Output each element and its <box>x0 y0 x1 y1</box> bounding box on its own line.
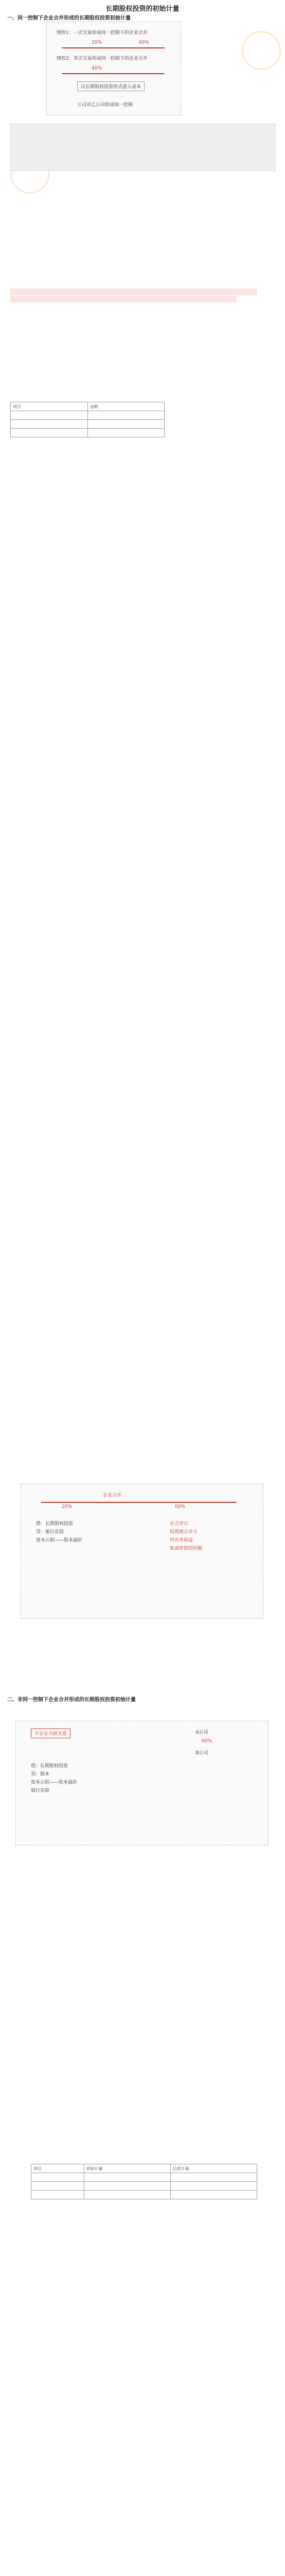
doc-title: 长期股权投资的初始计量 <box>105 5 180 12</box>
diagram3-entry: 银行存款 <box>31 1788 50 1793</box>
diagram2-entry: 资本公积——股本溢价 <box>36 1538 83 1543</box>
table-cell <box>87 429 165 437</box>
diagram1-line-2 <box>62 73 165 74</box>
watermark-1 <box>242 31 281 70</box>
diagram2-entry: 贷：银行存款 <box>36 1530 64 1535</box>
diagram1-label-b: 情形2：多次交易形成同一控制下的企业合并 <box>57 56 148 61</box>
table-cell <box>31 2173 84 2182</box>
table-cell <box>170 2173 257 2182</box>
table-cell <box>170 2182 257 2191</box>
diagram1-center-box: 以长期股权投资形式进入成本 <box>77 81 145 91</box>
table-cell <box>87 411 165 420</box>
highlight-row <box>10 296 237 302</box>
diagram1-pct-20: 20% <box>92 40 102 45</box>
diagram3-pct: 60% <box>202 1739 212 1744</box>
diagram3-company-a: A公司 <box>195 1730 208 1735</box>
diagram2-note: 账面价值的份额 <box>170 1546 203 1551</box>
section-heading-1: 一、同一控制下企业合并形成的长期股权投资初始计量 <box>7 15 131 21</box>
diagram2-center-label: 企业合并 <box>103 1493 122 1498</box>
diagram2-pct-right: 60% <box>175 1504 186 1510</box>
table-cell <box>11 411 88 420</box>
table-cell <box>11 420 88 429</box>
diagram2-note: 按照被合并方 <box>170 1530 198 1535</box>
diagram2-pct-left: 20% <box>62 1504 73 1510</box>
table-header-cell: 项目 <box>11 402 88 411</box>
table-2 <box>31 2164 257 2199</box>
table-cell <box>170 2191 257 2199</box>
table-cell <box>11 429 88 437</box>
diagram1-pct-40: 40% <box>92 66 102 71</box>
paragraph-block <box>10 124 276 171</box>
diagram3-entry: 贷：股本 <box>31 1772 50 1777</box>
diagram2-line <box>41 1502 237 1503</box>
diagram2-note: 在合并日 <box>170 1521 189 1527</box>
table-header-cell: 金额 <box>87 402 165 411</box>
diagram2-entry: 借：长期股权投资 <box>36 1521 74 1527</box>
table-cell <box>31 2182 84 2191</box>
diagram3-company-b: B公司 <box>195 1751 208 1756</box>
diagram1-label-a: 情形1：一次交易形成同一控制下的企业合并 <box>57 30 148 36</box>
diagram2-note: 所有者权益 <box>170 1538 193 1543</box>
diagram3-entry: 资本公积——股本溢价 <box>31 1780 78 1785</box>
highlight-row <box>10 289 257 295</box>
table-header-cell: 项目 <box>31 2164 84 2173</box>
table-cell <box>84 2191 170 2199</box>
table-cell <box>31 2191 84 2199</box>
diagram-2 <box>21 1484 263 1619</box>
diagram1-bottom-note: 公司对乙公司形成同一控制 <box>77 103 133 108</box>
diagram3-box-left: 不存在关联关系 <box>31 1728 70 1738</box>
table-cell <box>87 420 165 429</box>
diagram1-pct-60: 60% <box>139 40 150 45</box>
table-cell <box>84 2173 170 2182</box>
diagram1-line-1 <box>62 47 165 48</box>
table-1 <box>10 402 165 437</box>
table-cell <box>84 2182 170 2191</box>
section-heading-2: 二、非同一控制下企业合并形成的长期股权投资初始计量 <box>7 1697 136 1703</box>
table-header-cell: 后续计量 <box>170 2164 257 2173</box>
diagram3-entry: 借：长期股权投资 <box>31 1764 68 1769</box>
table-header-cell: 初始计量 <box>84 2164 170 2173</box>
